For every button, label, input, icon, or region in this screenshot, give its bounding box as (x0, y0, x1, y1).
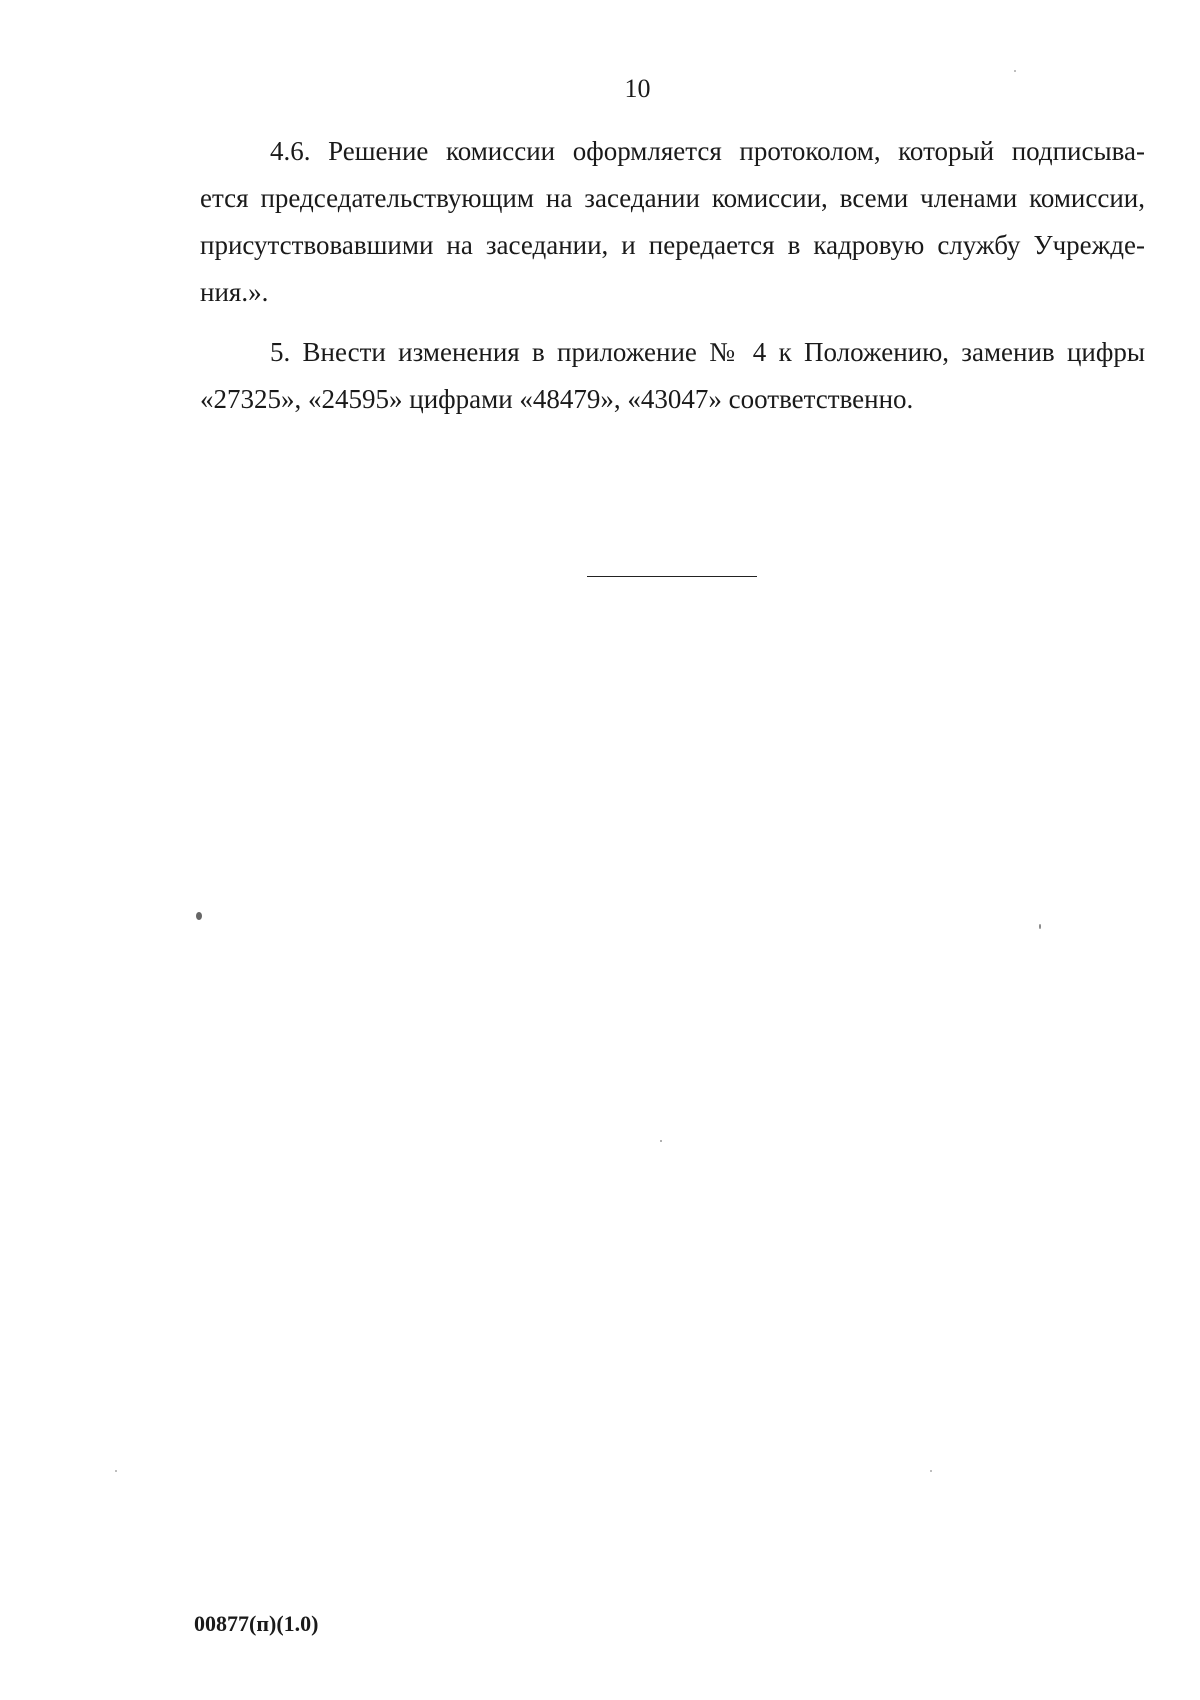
scan-speck (196, 912, 202, 920)
paragraph-line: 4.6. Решение комиссии оформляется протоколом, который подписыва- (270, 136, 1145, 166)
scan-speck (660, 1140, 662, 1142)
paragraph-4-6 (200, 128, 1145, 316)
document-body (200, 128, 1145, 436)
scan-speck (930, 1470, 932, 1472)
scan-speck (115, 1470, 117, 1472)
paragraph-line: «27325», «24595» цифрами «48479», «43047» соответственно. (200, 384, 914, 414)
page-number: 10 (624, 74, 651, 103)
footer-document-code: 00877(п)(1.0) (194, 1611, 319, 1636)
scan-speck (1039, 924, 1041, 929)
scan-speck (1014, 70, 1016, 72)
end-separator-line (587, 576, 757, 577)
paragraph-line: 5. Внести изменения в приложение № 4 к Положению, заменив цифры (270, 337, 1145, 367)
paragraph-line: ния.». (200, 277, 269, 307)
paragraph-line: ется председательствующим на заседании комиссии, всеми членами комиссии, (200, 183, 1145, 213)
paragraph-line: присутствовавшими на заседании, и передается в кадровую службу Учрежде- (200, 230, 1145, 260)
paragraph-5 (200, 329, 1145, 423)
